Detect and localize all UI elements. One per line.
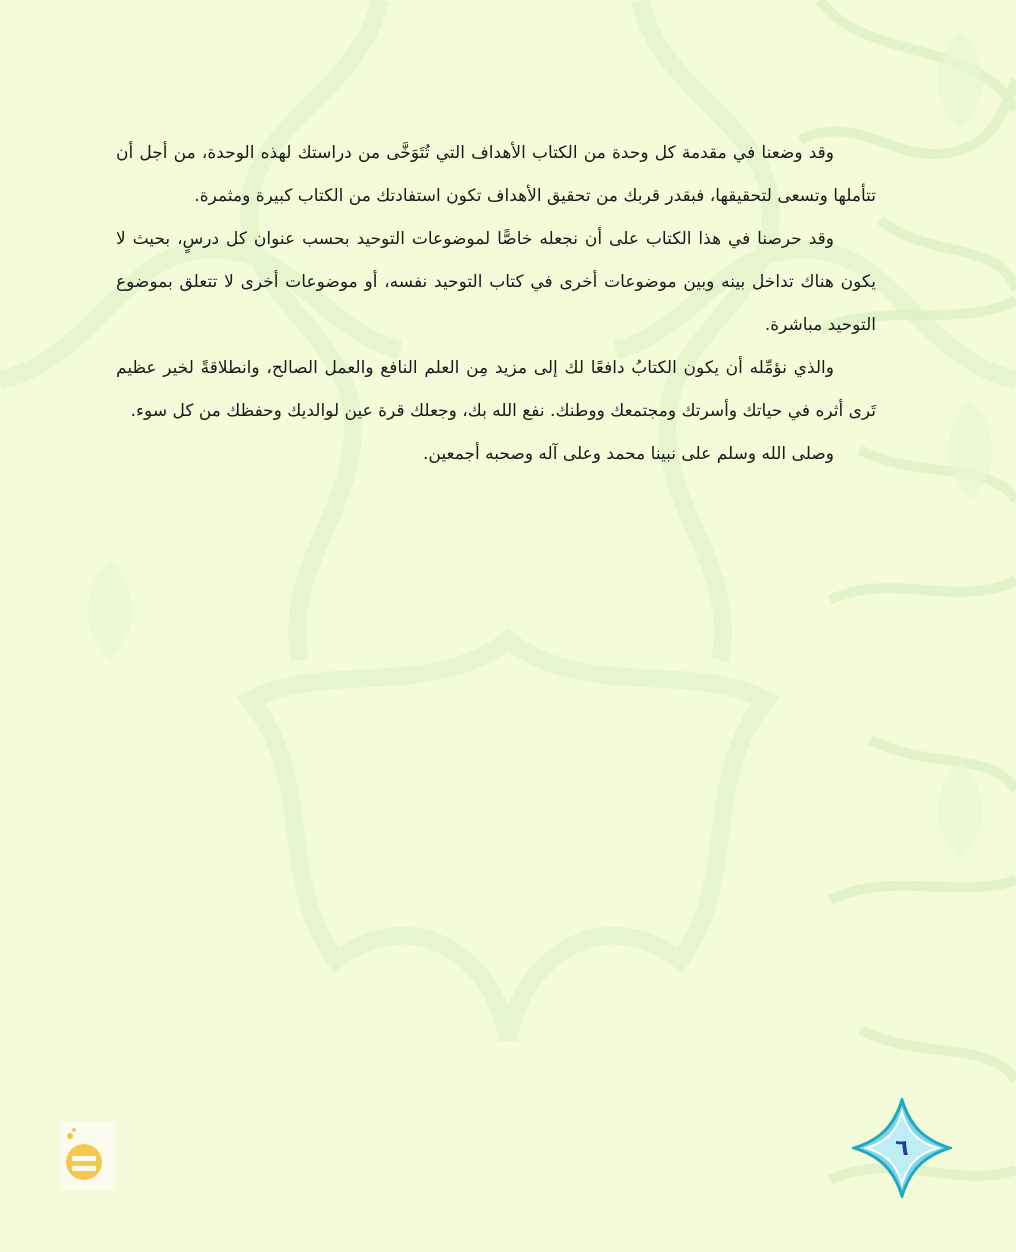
document-body bbox=[116, 132, 876, 476]
publisher-logo-icon bbox=[60, 1122, 116, 1190]
page-number: ٦ bbox=[895, 1135, 909, 1161]
page-number-badge bbox=[852, 1098, 952, 1198]
paragraph: والذي نؤمِّله أن يكون الكتابُ دافعًا لك إلى مزيد مِن العلم النافع والعمل الصالح، وانطلاقةً لخير عظيم تَرى أثره في حياتك وأسرتك ومجتمعك ووطنك. نفع الله بك، وجعلك قرة عين لوالديك وحفظك من كل سوء. bbox=[116, 358, 876, 421]
closing-line: وصلى الله وسلم على نبينا محمد وعلى آله وصحبه أجمعين. bbox=[423, 444, 834, 464]
paragraph: وقد حرصنا في هذا الكتاب على أن نجعله خاصًّا لموضوعات التوحيد بحسب عنوان كل درسٍ، بحيث لا يكون هناك تداخل بينه وبين موضوعات أخرى في كتاب التوحيد نفسه، أو موضوعات أخرى لا تتعلق بموضوع التوحيد مباشرة. bbox=[116, 229, 876, 335]
paragraph: وقد وضعنا في مقدمة كل وحدة من الكتاب الأهداف التي تُتَوَخَّى من دراستك لهذه الوحدة، من أجل أن تتأملها وتسعى لتحقيقها، فبقدر قربك من تحقيق الأهداف تكون استفادتك من الكتاب كبيرة ومثمرة. bbox=[116, 143, 876, 206]
